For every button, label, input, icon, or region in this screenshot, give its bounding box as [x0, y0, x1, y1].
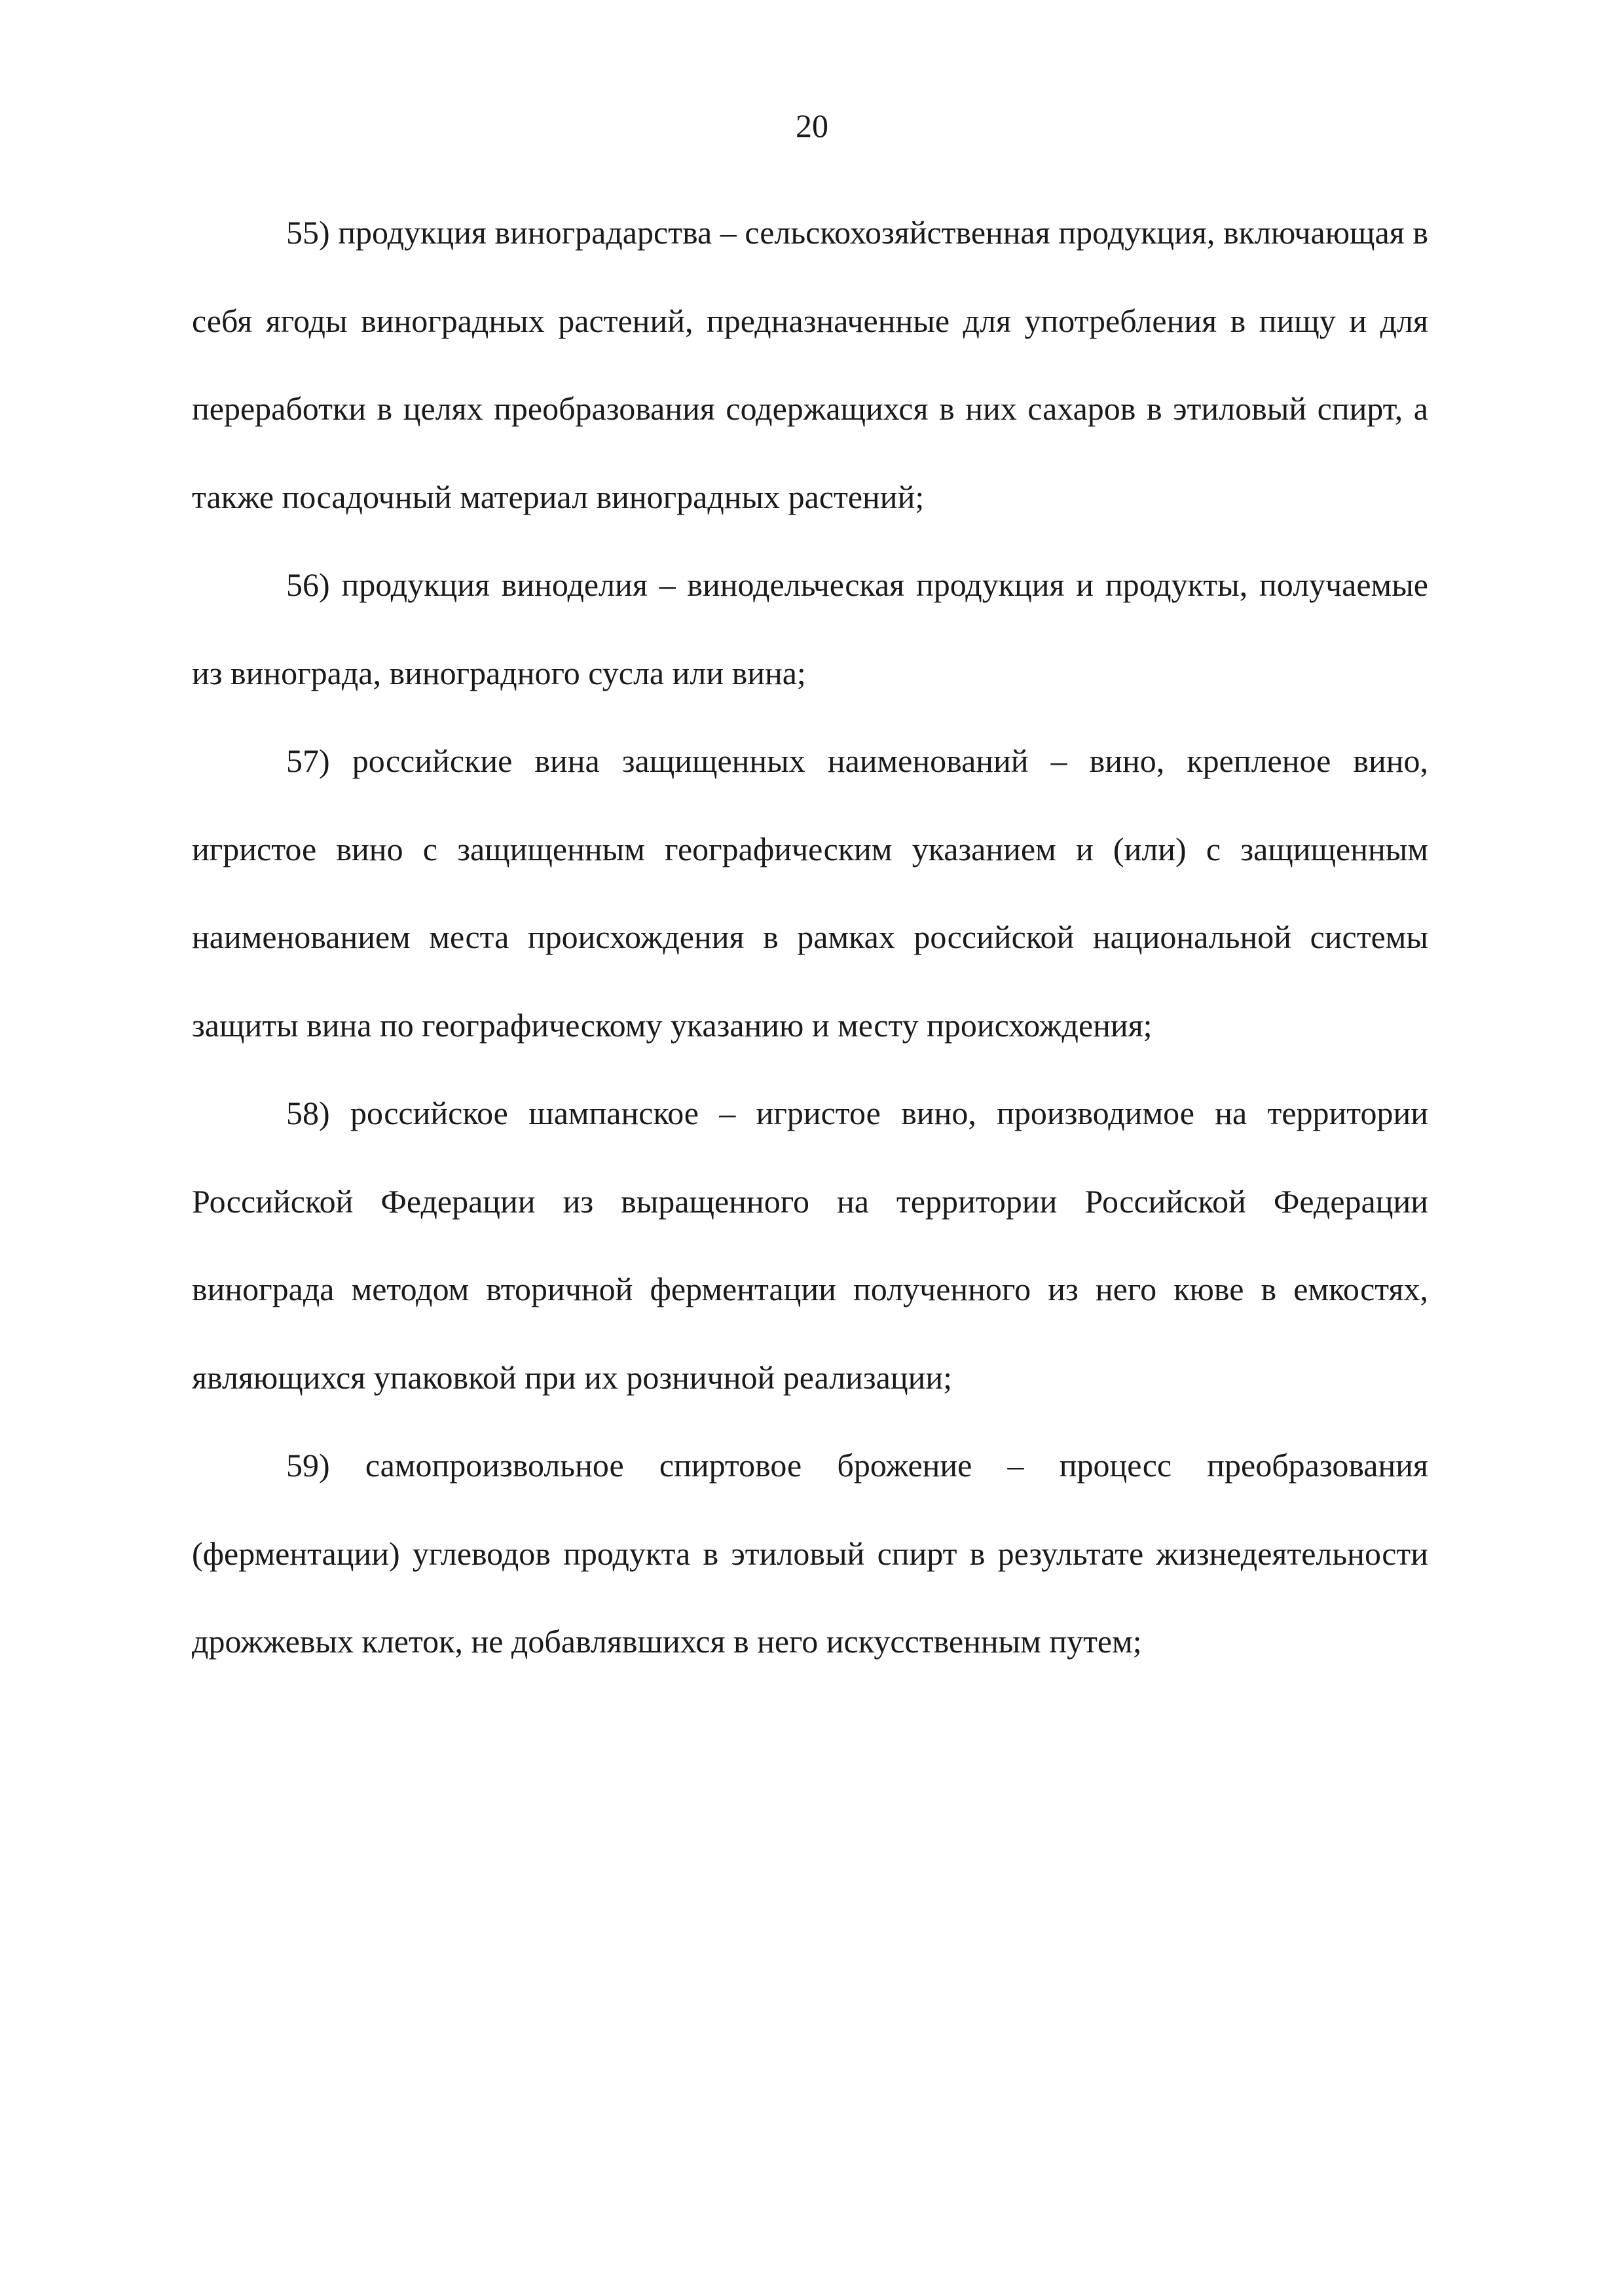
paragraph-item-59: 59) самопроизвольное спиртовое брожение – процесс преобразования (ферментации) углеводов продукта в этиловый спирт в результате жизнедеятельности дрожжевых клеток, не добавлявшихся в него искусственным путем; [192, 1447, 1428, 1660]
paragraph-item-55: 55) продукция виноградарства – сельскохозяйственная продукция, включающая в себя ягоды виноградных растений, предназначенные для употребления в пищу и для переработки в целях преобразования содержащихся в них сахаров в этиловый спирт, а также посадочный материал виноградных растений; [192, 214, 1428, 515]
paragraph-item-58: 58) российское шампанское – игристое вино, производимое на территории Российской Федерации из выращенного на территории Российской Федерации винограда методом вторичной ферментации полученного из него кюве в емкостях, являющихся упаковкой при их розничной реализации; [192, 1095, 1428, 1396]
document-body [192, 189, 1428, 1686]
paragraph-item-56: 56) продукция виноделия – винодельческая продукция и продукты, получаемые из винограда, виноградного сусла или вина; [192, 566, 1428, 691]
page-number: 20 [796, 107, 828, 144]
paragraph-item-57: 57) российские вина защищенных наименований – вино, крепленое вино, игристое вино с защищенным географическим указанием и (или) с защищенным наименованием места происхождения в рамках российской национальной системы защиты вина по географическому указанию и месту происхождения; [192, 742, 1428, 1044]
